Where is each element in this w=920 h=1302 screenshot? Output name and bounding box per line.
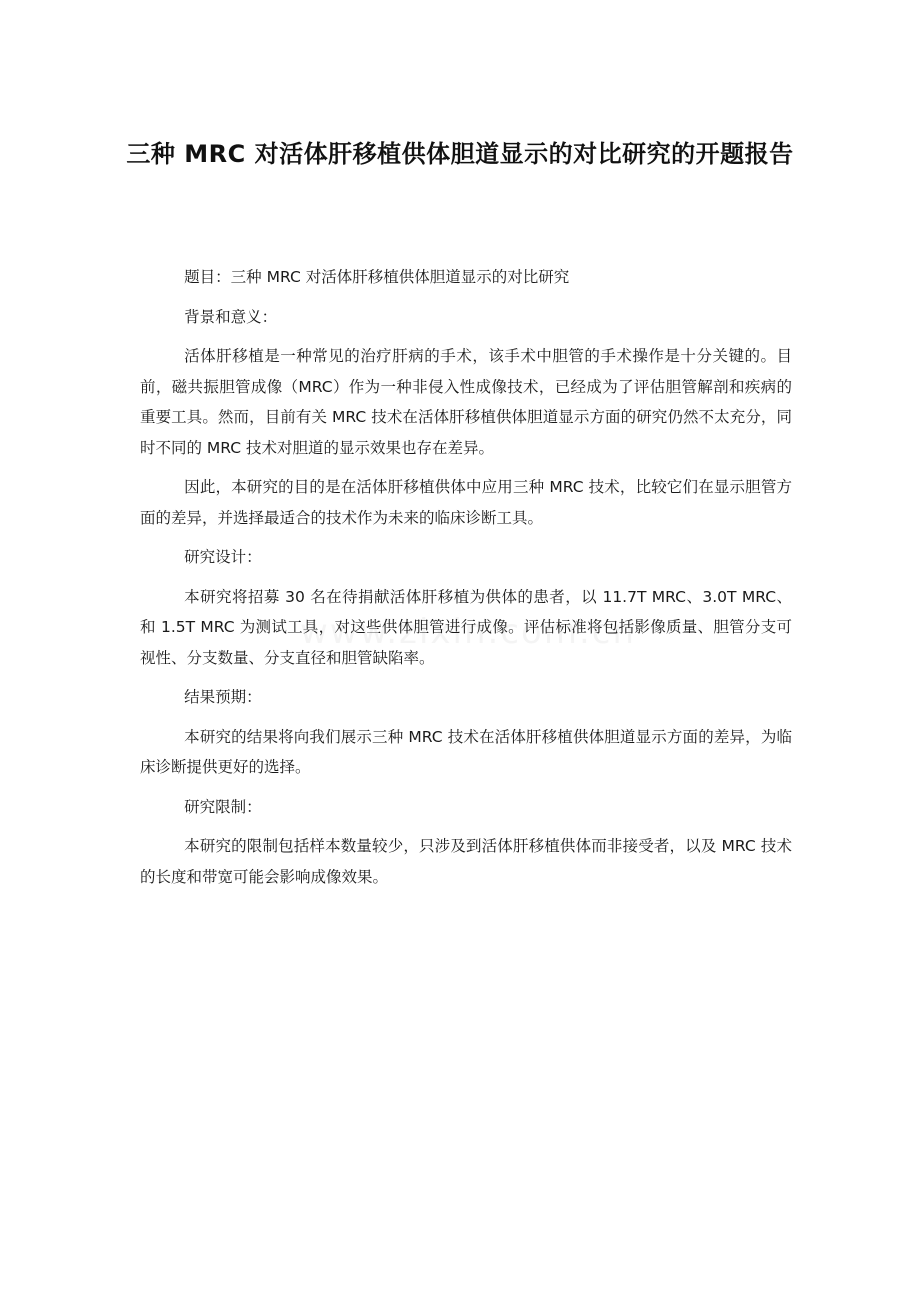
section-heading-limitations: 研究限制： <box>184 797 262 816</box>
topic-line: 题目：三种 MRC 对活体肝移植供体胆道显示的对比研究 <box>184 268 570 286</box>
section-heading-expected-results: 结果预期： <box>184 688 262 706</box>
section-heading-background: 背景和意义： <box>184 307 278 326</box>
paragraph-limitations: 本研究的限制包括样本数量较少，只涉及到活体肝移植供体而非接受者，以及 MRC 技术的长度和带宽可能会影响成像效果。 <box>140 837 792 886</box>
section-heading-design: 研究设计： <box>184 548 262 566</box>
paragraph-purpose: 因此，本研究的目的是在活体肝移植供体中应用三种 MRC 技术，比较它们在显示胆管方面的差异，并选择最适合的技术作为未来的临床诊断工具。 <box>140 478 792 527</box>
paragraph-expected-results: 本研究的结果将向我们展示三种 MRC 技术在活体肝移植供体胆道显示方面的差异，为临床诊断提供更好的选择。 <box>140 727 792 776</box>
paragraph-background: 活体肝移植是一种常见的治疗肝病的手术，该手术中胆管的手术操作是十分关键的。目前，磁共振胆管成像（MRC）作为一种非侵入性成像技术，已经成为了评估胆管解剖和疾病的重要工具。然而，目前有关 MRC 技术在活体肝移植供体胆道显示方面的研究仍然不太充分，同时不同的 MRC 技术对胆道的显示效果也存在差异。 <box>140 347 792 457</box>
document-title: 三种 MRC 对活体肝移植供体胆道显示的对比研究的开题报告 <box>126 140 794 168</box>
paragraph-design: 本研究将招募 30 名在待捐献活体肝移植为供体的患者，以 11.7T MRC、3.0T MRC、和 1.5T MRC 为测试工具，对这些供体胆管进行成像。评估标准将包括影像质量、胆管分支可视性、分支数量、分支直径和胆管缺陷率。 <box>140 587 792 667</box>
document-body <box>140 262 792 901</box>
